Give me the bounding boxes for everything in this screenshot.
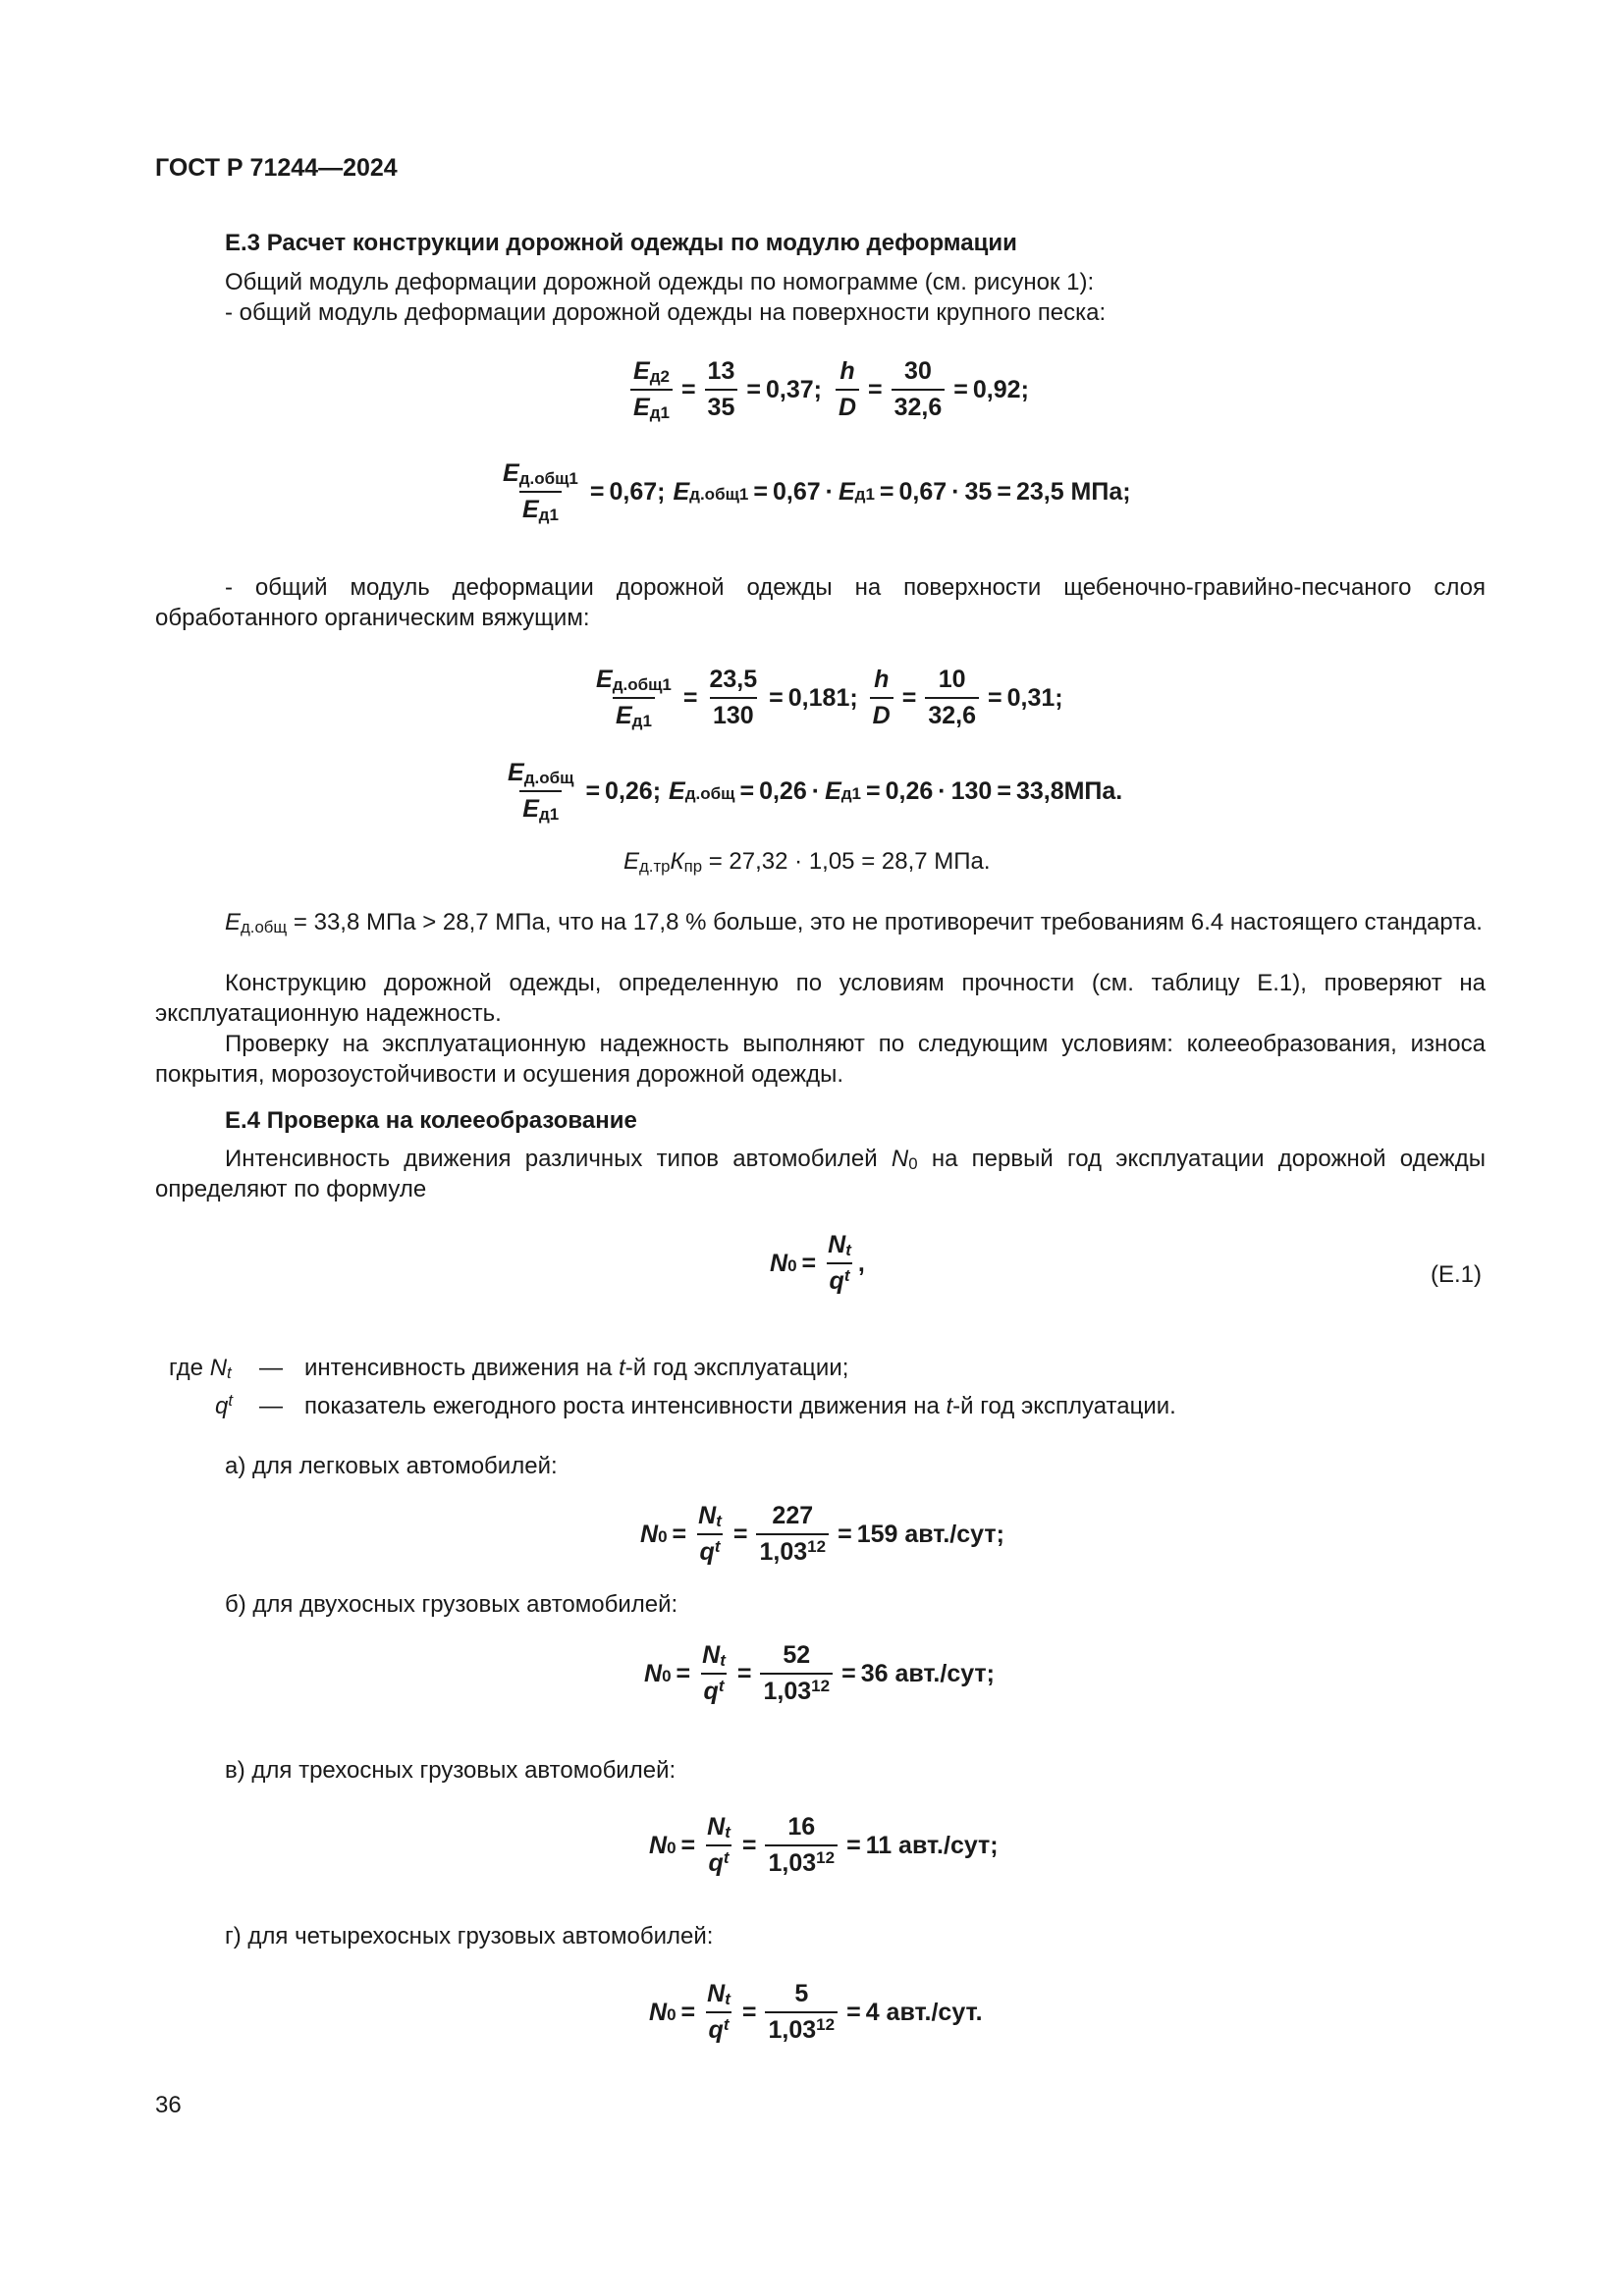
case-label: в) для трехосных грузовых автомобилей: — [225, 1757, 677, 1784]
equation-number: (Е.1) — [1431, 1261, 1483, 1288]
paragraph: Проверку на эксплуатационную надежность выполняют по следующим условиям: колееобразования, износа покрытия, морозоустойчивости и осушения дорожной одежды. — [155, 1031, 1486, 1088]
section-heading-e3: Е.3 Расчет конструкции дорожной одежды по модулю деформации — [225, 230, 1017, 256]
where-line-1: где $N_t$ — интенсивность движения на t-й год эксплуатации; — [169, 1355, 849, 1383]
paragraph: Интенсивность движения различных типов автомобилей $N_0$ на первый год эксплуатации дорожной одежды определяют по формуле — [155, 1146, 1486, 1202]
formula-case-a: N $_0$ = $\frac{N_t}{q^t}$ = $\frac{227}{1,03^{12}}$ = 159 авт./сут; — [640, 1502, 1004, 1566]
formula-ratio-2: $Е_{д.общ1}$ $Е_{д1}$ = $\frac{23,5}{130}$ = 0,181; $\frac{h}{D}$ = $\frac{10}{32,6}$ = 0,31; — [596, 666, 1063, 731]
section-heading-e4: Е.4 Проверка на колееобразование — [225, 1107, 637, 1134]
case-label: г) для четырехосных грузовых автомобилей: — [225, 1923, 714, 1949]
formula-modulus-1: $Е_{д.общ1}$ $Е_{д1}$ = 0,67; Е $_{д.общ1}$ = 0,67 · Е $_{д1}$ = 0,67 · 35 = 23,5 МПа; — [503, 459, 1131, 525]
formula-modulus-2: $Е_{д.общ}$ $Е_{д1}$ = 0,26; Е $_{д.общ}$ = 0,26 · Е $_{д1}$ = 0,26 · 130 = 33,8МПа. — [508, 759, 1123, 825]
paragraph: Общий модуль деформации дорожной одежды по номограмме (см. рисунок 1): — [225, 269, 1095, 295]
paragraph: - общий модуль деформации дорожной одежды на поверхности щебеночно-гравийно-песчаного слоя обработанного органическим вяжущим: — [155, 574, 1486, 631]
case-label: а) для легковых автомобилей: — [225, 1453, 558, 1479]
paragraph: - общий модуль деформации дорожной одежды на поверхности крупного песка: — [225, 299, 1107, 326]
formula-e1: N $_0$ = $\frac{N_t}{q^t}$ , — [770, 1231, 865, 1295]
case-label: б) для двухосных грузовых автомобилей: — [225, 1591, 678, 1618]
formula-ratio-1: $Е_{д2}$ $Е_{д1}$ = $\frac{13}{35}$ = 0,37; $\frac{h}{D}$ = $\frac{30}{32,6}$ = 0,92; — [626, 357, 1029, 422]
paragraph: Конструкцию дорожной одежды, определенную по условиям прочности (см. таблицу Е.1), проверяют на эксплуатационную надежность. — [155, 970, 1486, 1027]
document-header: ГОСТ Р 71244—2024 — [155, 154, 398, 182]
formula-case-d: N $_0$ = $\frac{N_t}{q^t}$ = $\frac{5}{1,03^{12}}$ = 4 авт./сут. — [649, 1980, 983, 2044]
formula-case-c: N $_0$ = $\frac{N_t}{q^t}$ = $\frac{16}{1,03^{12}}$ = 11 авт./сут; — [649, 1813, 999, 1877]
formula-required-modulus: $Е_{д.тр}К_{пр} = 27,32 \cdot 1,05 = 28,7$ МПа. — [623, 848, 991, 877]
where-line-2: $q^t$ — показатель ежегодного роста интенсивности движения на t-й год эксплуатации. — [215, 1391, 1176, 1419]
formula-case-b: N $_0$ = $\frac{N_t}{q^t}$ = $\frac{52}{1,03^{12}}$ = 36 авт./сут; — [644, 1641, 996, 1705]
paragraph: $Е_{д.общ} = 33,8$ МПа > 28,7 МПа, что на 17,8 % больше, это не противоречит требованиям 6.4 настоящего стандарта. — [225, 909, 1483, 937]
page-number: 36 — [155, 2092, 182, 2118]
